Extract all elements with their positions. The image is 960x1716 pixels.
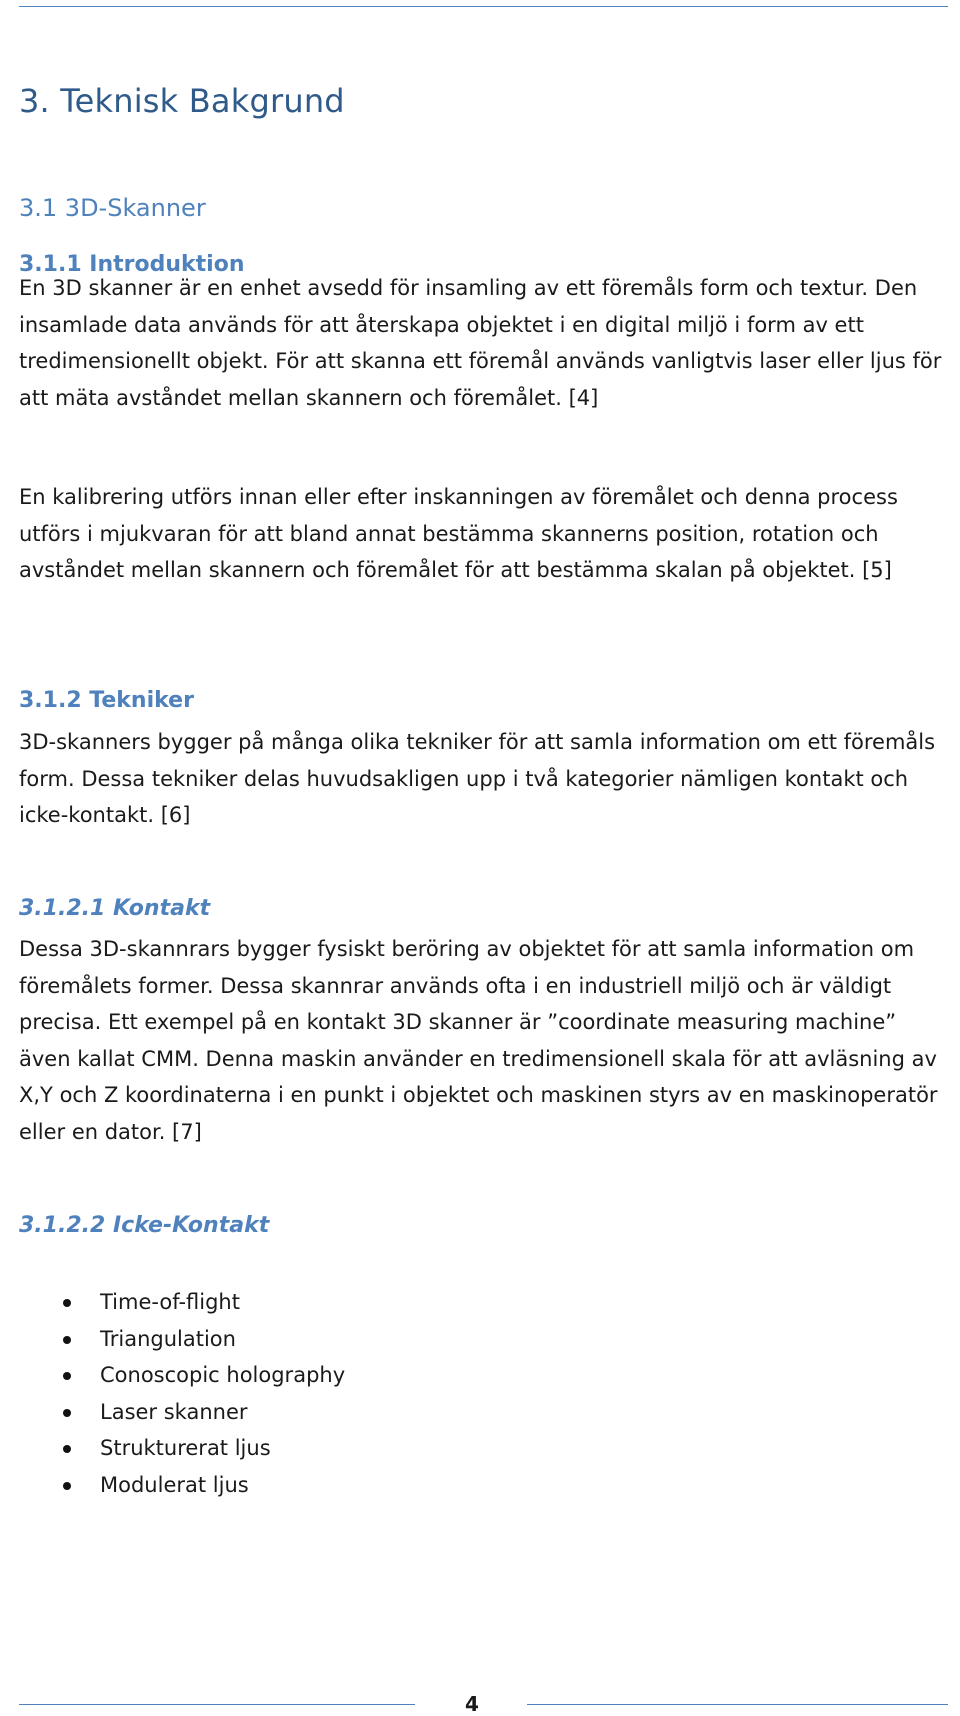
list-item-label: Time-of-flight xyxy=(100,1290,240,1314)
subsection-title-icke-kontakt: 3.1.2.2 Icke-Kontakt xyxy=(19,1213,270,1238)
paragraph-kontakt: Dessa 3D-skannrars bygger fysiskt beröring av objektet för att samla information om föremålets former. Dessa skannrar används ofta i en industriell miljö och är väldigt precisa. Ett exempel på en kontakt 3D skanner är ”coordinate measuring machine” även kallat CMM. Denna maskin använder en tredimensionell skala för att avläsning av X,Y och Z koordinaterna i en punkt i objektet och maskinen styrs av en maskinoperatör eller en dator. [7] xyxy=(19,937,938,1144)
chapter-title: 3. Teknisk Bakgrund xyxy=(19,82,345,120)
list-item-label: Strukturerat ljus xyxy=(100,1436,271,1460)
list-item-label: Conoscopic holography xyxy=(100,1363,346,1387)
list-item-label: Laser skanner xyxy=(100,1399,248,1424)
bullet-icon xyxy=(63,1482,71,1490)
bullet-icon xyxy=(63,1445,71,1453)
technique-list xyxy=(19,1284,345,1503)
bullet-icon xyxy=(63,1336,71,1344)
list-item xyxy=(19,1430,345,1467)
list-item xyxy=(19,1394,345,1431)
list-item xyxy=(19,1284,345,1321)
footer-rule-right xyxy=(527,1704,948,1705)
bullet-icon xyxy=(63,1372,71,1380)
list-item xyxy=(19,1467,345,1504)
subsection-title-introduktion: 3.1.1 Introduktion xyxy=(19,252,245,277)
paragraph-tekniker: 3D-skanners bygger på många olika tekniker för att samla information om ett föremåls form. Dessa tekniker delas huvudsakligen upp i två kategorier nämligen kontakt och icke-kontakt. [6] xyxy=(19,730,936,827)
paragraph-introduktion-2: En kalibrering utförs innan eller efter inskanningen av föremålet och denna process utförs i mjukvaran för att bland annat bestämma skannerns position, rotation och avståndet mellan skannern och föremålet för att bestämma skalan på objektet. [5] xyxy=(19,485,898,582)
page-number: 4 xyxy=(465,1692,479,1716)
list-item-label: Modulerat ljus xyxy=(100,1472,249,1497)
subsection-title-tekniker: 3.1.2 Tekniker xyxy=(19,688,194,713)
header-rule xyxy=(19,6,948,7)
subsection-title-kontakt: 3.1.2.1 Kontakt xyxy=(19,896,211,921)
list-item-label: Triangulation xyxy=(100,1326,236,1351)
bullet-icon xyxy=(63,1409,71,1417)
bullet-icon xyxy=(63,1299,71,1307)
footer-rule-left xyxy=(19,1704,415,1705)
list-item xyxy=(19,1357,345,1394)
section-title: 3.1 3D-Skanner xyxy=(19,194,206,222)
paragraph-introduktion-1: En 3D skanner är en enhet avsedd för insamling av ett föremåls form och textur. Den insamlade data används för att återskapa objektet i en digital miljö i form av ett tredimensionellt objekt. För att skanna ett föremål används vanligtvis laser eller ljus för att mäta avståndet mellan skannern och föremålet. [4] xyxy=(19,276,942,410)
list-item xyxy=(19,1321,345,1358)
